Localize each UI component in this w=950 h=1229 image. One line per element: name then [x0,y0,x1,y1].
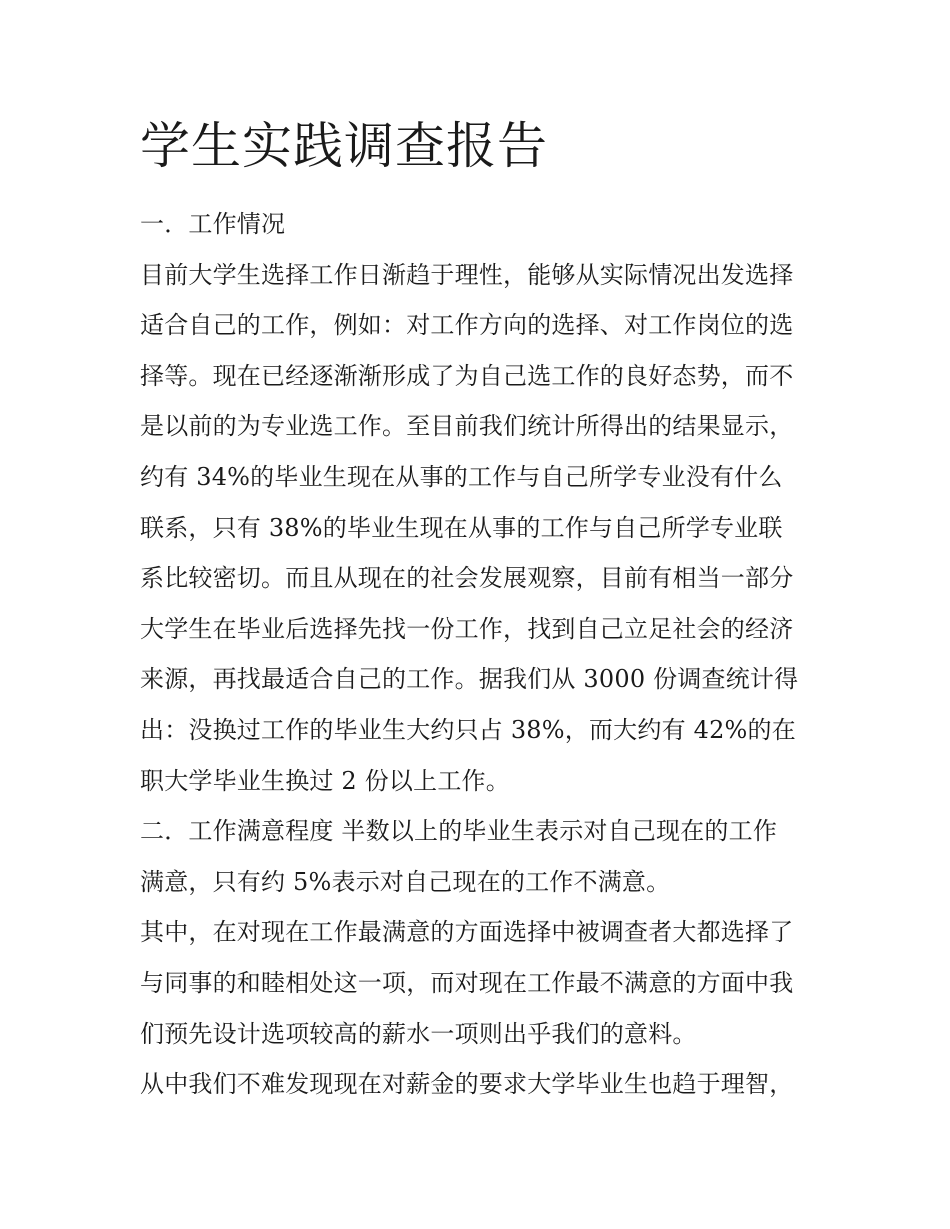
body-line: 从中我们不难发现现在对薪金的要求大学毕业生也趋于理智， [140,1070,794,1099]
body-line: 择等。现在已经逐渐渐形成了为自己选工作的良好态势，而不 [140,361,794,390]
section-heading-work-situation: 一．工作情况 [140,210,286,238]
body-line: 联系，只有 38%的毕业生现在从事的工作与自己所学专业联 [140,513,783,542]
section-heading-satisfaction: 二．工作满意程度 半数以上的毕业生表示对自己现在的工作 [140,817,778,846]
document-body [140,199,820,1110]
body-line: 来源，再找最适合自己的工作。据我们从 3000 份调查统计得 [140,665,799,694]
body-line: 满意，只有约 5%表示对自己现在的工作不满意。 [140,867,671,896]
body-line: 们预先设计选项较高的薪水一项则出乎我们的意料。 [140,1019,697,1048]
body-line: 是以前的为专业选工作。至目前我们统计所得出的结果显示， [140,412,794,441]
body-line: 约有 34%的毕业生现在从事的工作与自己所学专业没有什么 [140,462,783,491]
body-line: 系比较密切。而且从现在的社会发展观察，目前有相当一部分 [140,564,794,593]
body-line: 大学生在毕业后选择先找一份工作，找到自己立足社会的经济 [140,614,794,643]
body-line: 与同事的和睦相处这一项，而对现在工作最不满意的方面中我 [140,968,794,997]
body-line: 其中，在对现在工作最满意的方面选择中被调查者大都选择了 [140,918,794,947]
body-line: 出：没换过工作的毕业生大约只占 38%，而大约有 42%的在 [140,715,796,744]
body-line: 职大学毕业生换过 2 份以上工作。 [140,766,510,795]
document-title: 学生实践调查报告 [140,117,548,175]
body-line: 适合自己的工作，例如：对工作方向的选择、对工作岗位的选 [140,311,794,340]
body-line: 目前大学生选择工作日渐趋于理性，能够从实际情况出发选择 [140,260,794,289]
